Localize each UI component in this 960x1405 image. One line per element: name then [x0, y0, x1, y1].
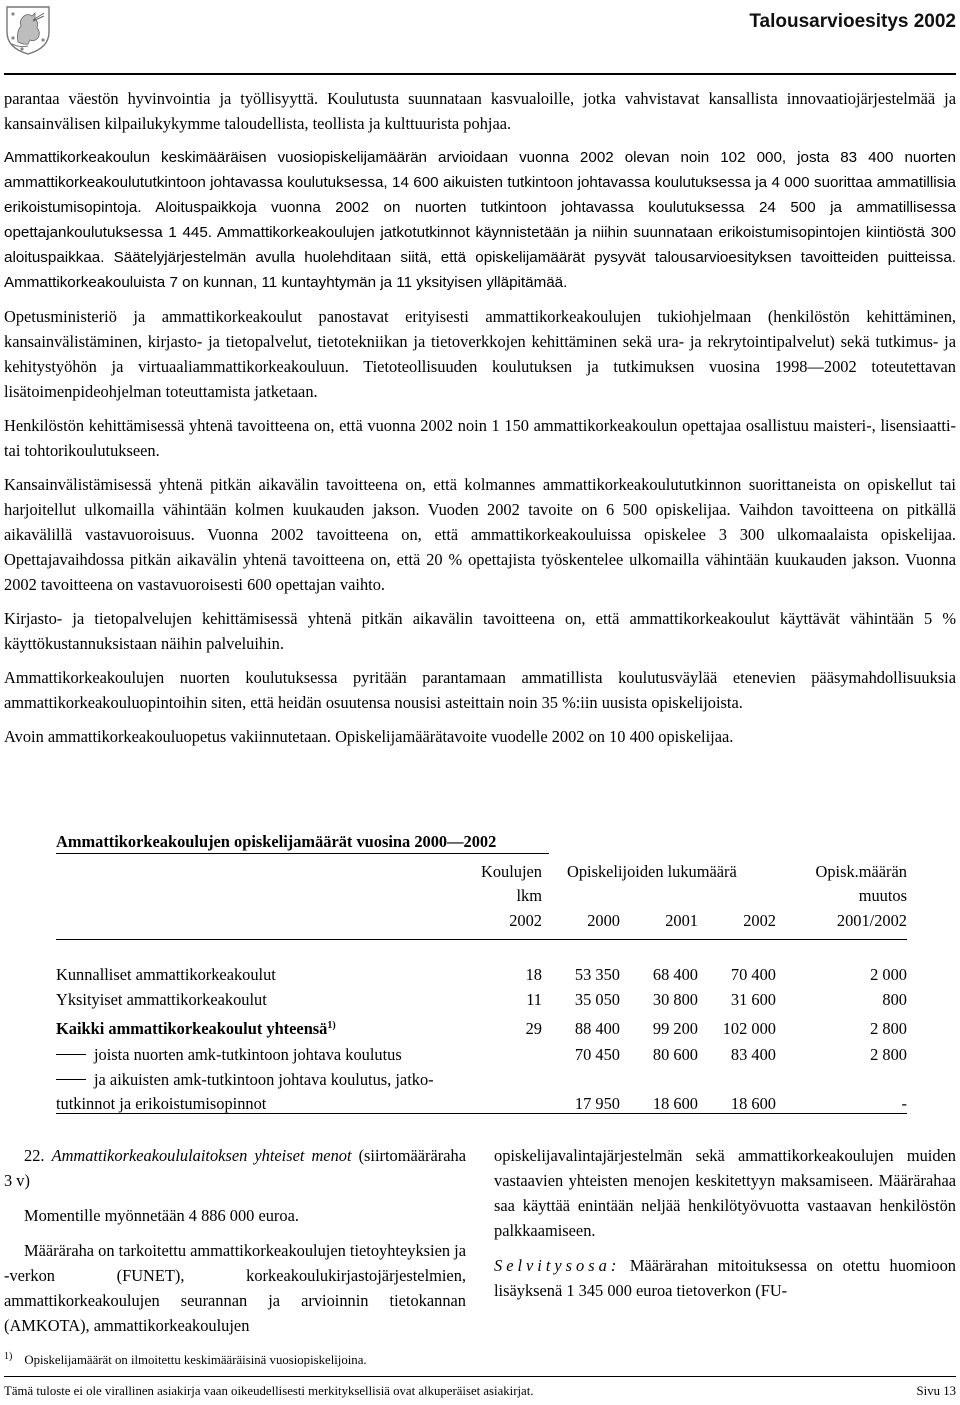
em-dash [56, 1079, 86, 1080]
paragraph: Opetusministeriö ja ammattikorkeakoulut panostavat erityisesti ammattikorkeakoulujen tukiohjelmaan (henkilöstön kehittäminen, kansainvälistäminen, kirjasto- ja tietopalvelut, tietotekniikan ja tietoverkkojen kehittäminen sekä ura- ja rekrytointipalvelut) sekä tutkimus- ja kehitystyöhön ja virtuaaliammattikorkeakouluun. Tietoteollisuuden koulutuksen ja tutkimuksen vuosina 1998—2002 toteutettavan lisätoimenpideohjelman toteuttamista jatketaan. [4, 307, 956, 401]
cell-2001: 99 200 [652, 1019, 698, 1038]
paragraph: Kirjasto- ja tietopalvelujen kehittämisessä yhtenä pitkän aikavälin tavoitteena on, että ammattikorkeakoulut käyttävät vähintään 5 % käyttökustannuksistaan näihin palveluihin. [4, 609, 956, 653]
page-number: Sivu 13 [916, 1384, 956, 1398]
cell-schools: 18 [525, 965, 542, 984]
cell-change: 2 800 [870, 1045, 907, 1064]
cell-change: 2 000 [870, 965, 907, 984]
header-year: 2000 [587, 911, 620, 930]
cell-change: 2 800 [870, 1019, 907, 1038]
cell-2000: 88 400 [574, 1019, 620, 1038]
header-change-unit: muutos [858, 886, 907, 905]
cell-2002: 18 600 [730, 1094, 776, 1113]
paragraph: parantaa väestön hyvinvointia ja työllisyyttä. Koulutusta suunnataan kasvualoille, jotka vahvistavat kansallista innovaatiojärjestelmää ja kansainvälisen kilpailukykymme taloudellista, teollista ja kulttuurista pohjaa. [4, 89, 956, 133]
table-title-rule [56, 853, 549, 854]
cell-2002: 102 000 [722, 1019, 776, 1038]
table-title: Ammattikorkeakoulujen opiskelijamäärät vuosina 2000—2002 [56, 832, 497, 851]
header-year: 2001/2002 [836, 911, 907, 930]
header-change: Opisk.määrän [815, 862, 907, 881]
cell-2001: 30 800 [652, 990, 698, 1009]
row-label: Yksityiset ammattikorkeakoulut [56, 990, 267, 1009]
row-label: joista nuorten amk-tutkintoon johtava koulutus [56, 1045, 402, 1065]
table-rule [56, 1113, 907, 1114]
cell-change: 800 [882, 990, 907, 1009]
cell-2002: 31 600 [730, 990, 776, 1009]
paragraph: Momentille myönnetään 4 886 000 euroa. [24, 1206, 299, 1225]
header-schools: Koulujen [480, 862, 542, 881]
finnish-coat-of-arms-icon [4, 4, 52, 56]
paragraph: Selvitysosa: Määrärahan mitoituksessa on otettu huomioon lisäyksenä 1 345 000 euroa tietoverkon (FU- [494, 1256, 956, 1300]
document-title: Talousarvioesitys 2002 [749, 11, 956, 32]
section-heading: 22. Ammattikorkeakoululaitoksen yhteiset menot (siirtomääräraha 3 v) [4, 1146, 466, 1190]
paragraph: opiskelijavalintajärjestelmän sekä ammattikorkeakoulujen muiden vastaavien yhteisten menojen keskitettyyn maksamiseen. Määrärahaa saa käyttää enintään neljää henkilötyövuotta vastaavan henkilöstön palkkaamiseen. [494, 1146, 956, 1240]
paragraph: Ammattikorkeakoulujen nuorten koulutuksessa pyritään parantamaan ammatillista koulutusväylää etenevien pääsymahdollisuuksia ammattikorkeakouluopintoihin siten, että heidän osuutensa nousisi asteittain noin 35 %:iin uusista opiskelijoista. [4, 668, 956, 712]
cell-schools: 11 [526, 990, 542, 1009]
paragraph: Määräraha on tarkoitettu ammattikorkeakoulujen tietoyhteyksien ja -verkon (FUNET), korkeakoulukirjastojärjestelmien, ammattikorkeakoulujen seurannan ja arvioinnin tietokannan (AMKOTA), ammattikorkeakoulujen [4, 1241, 466, 1335]
cell-2000: 53 350 [574, 965, 620, 984]
cell-2001: 68 400 [652, 965, 698, 984]
header-year: 2001 [665, 911, 698, 930]
cell-2000: 17 950 [574, 1094, 620, 1113]
cell-schools: 29 [525, 1019, 542, 1038]
row-label: Kunnalliset ammattikorkeakoulut [56, 965, 276, 984]
header-students: Opiskelijoiden lukumäärä [567, 862, 737, 881]
footer-notice: Tämä tuloste ei ole virallinen asiakirja vaan oikeudellisesti merkityksellisiä ovat alkuperäiset asiakirjat. [4, 1384, 534, 1398]
footnote-text: Opiskelijamäärät on ilmoitettu keskimääräisinä vuosiopiskelijoina. [24, 1353, 367, 1367]
paragraph: Avoin ammattikorkeakouluopetus vakiinnutetaan. Opiskelijamäärätavoite vuodelle 2002 on 10 400 opiskelijaa. [4, 727, 734, 746]
paragraph: Henkilöstön kehittämisessä yhtenä tavoitteena on, että vuonna 2002 noin 1 150 ammattikorkeakoulun opettajaa osallistuu maisteri-, lisensiaatti- tai tohtorikoulutukseen. [4, 416, 956, 460]
paragraph: Kansainvälistämisessä yhtenä pitkän aikavälin tavoitteena on, että kolmannes ammattikorkeakoulututkinnon suorittaneista on opiskellut tai harjoitellut ulkomailla vähintään kolmen kuukauden jakson. Vuoden 2002 tavoite on 6 500 opiskelijaa. Vaihdon tavoitteena on pitkällä aikavälillä vastavuoroisuus. Vuonna 2002 tavoitteena on, että ammattikorkeakouluissa opiskelee 3 300 ulkomaalaista opiskelijaa. Opettajavaihdossa pitkän aikavälin yhtenä tavoitteena on, että 20 % opettajista työskentelee ulkomailla vähintään kuukauden jakson. Vuonna 2002 tavoitteena on vastavuoroisesti 600 opettajan vaihto. [4, 475, 956, 594]
footer-rule [4, 1376, 956, 1377]
cell-2000: 70 450 [574, 1045, 620, 1064]
header-schools-unit: lkm [516, 886, 542, 905]
paragraph: Ammattikorkeakoulun keskimääräisen vuosiopiskelijamäärän arvioidaan vuonna 2002 olevan noin 102 000, josta 83 400 nuorten ammattikorkeakoulututkintoon johtavassa koulutuksessa, 14 600 aikuisten tutkintoon johtavassa koulutuksessa ja 4 000 suorittaa ammatillisia erikoistumisopintoja. Aloituspaikkoja vuonna 2002 on nuorten tutkintoon johtavassa koulutuksessa 24 500 ja ammatillisessa opettajankoulutuksessa 1 445. Ammattikorkeakoulujen jatkotutkinnot käynnistetään ja niihin suunnataan erikoistumisopintojen kiintiöstä 300 aloituspaikkaa. Säätelyjärjestelmän avulla huolehditaan siitä, että opiskelijamäärät pysyvät talousarvioesityksen tavoitteiden puitteissa. Ammattikorkeakouluista 7 on kunnan, 11 kuntayhtymän ja 11 yksityisen ylläpitämää. [4, 149, 956, 291]
page-header [0, 0, 960, 75]
footnote-ref: 1) [327, 1020, 336, 1031]
cell-2002: 83 400 [730, 1045, 776, 1064]
footnote-mark: 1) [4, 1351, 13, 1362]
table-rule [56, 939, 907, 940]
row-label-cont: tutkinnot ja erikoistumisopinnot [56, 1094, 267, 1113]
header-year: 2002 [509, 911, 542, 930]
row-label: ja aikuisten amk-tutkintoon johtava koulutus, jatko- [56, 1070, 434, 1090]
header-rule [4, 73, 956, 75]
left-column [4, 1143, 466, 1348]
header-year: 2002 [743, 911, 776, 930]
footnote [4, 1351, 367, 1368]
body-text [4, 86, 956, 758]
cell-2001: 80 600 [652, 1045, 698, 1064]
cell-2000: 35 050 [574, 990, 620, 1009]
row-label: Kaikki ammattikorkeakoulut yhteensä$^{1)}$ [56, 1019, 336, 1038]
right-column [494, 1143, 956, 1313]
em-dash [56, 1054, 86, 1055]
cell-2002: 70 400 [730, 965, 776, 984]
cell-change: - [901, 1094, 907, 1113]
selvitysosa-label: Selvitysosa: [494, 1256, 621, 1275]
cell-2001: 18 600 [652, 1094, 698, 1113]
